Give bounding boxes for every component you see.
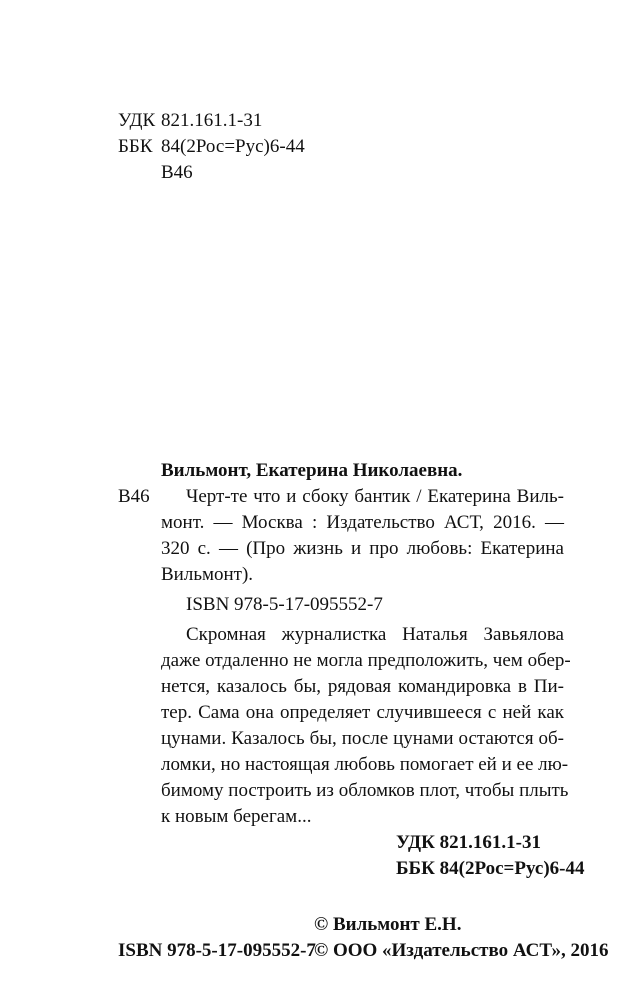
annotation-line: к новым берегам... <box>161 806 312 827</box>
annotation-line: тер. Сама она определяет случившееся с ней как <box>161 702 564 723</box>
annotation-line: нется, казалось бы, рядовая командировка в Пи- <box>161 676 564 697</box>
annotation-line: бимому построить из обломков плот, чтобы плыть <box>161 780 569 801</box>
entry-line: Вильмонт). <box>161 564 254 585</box>
copyright-isbn: ISBN 978-5-17-095552-7 <box>118 940 316 961</box>
entry-line: 320 с. — (Про жизнь и про любовь: Екатерина <box>161 538 564 559</box>
entry-line: Черт-те что и сбоку бантик / Екатерина Виль- <box>186 486 564 507</box>
bbk-value: 84(2Рос=Рус)6-44 <box>161 136 305 157</box>
annotation-line: ломки, но настоящая любовь помогает ей и ее лю- <box>161 754 569 775</box>
annotation-line: Скромная журналистка Наталья Завьялова <box>186 624 564 645</box>
bbk-label: ББК <box>118 136 153 157</box>
annotation-line: цунами. Казалось бы, после цунами остаются об- <box>161 728 564 749</box>
annotation-line: даже отдаленно не могла предположить, чем обер- <box>161 650 571 671</box>
footer-udk: УДК 821.161.1-31 <box>396 832 541 853</box>
footer-bbk: ББК 84(2Рос=Рус)6-44 <box>396 858 585 879</box>
entry-line: монт. — Москва : Издательство АСТ, 2016. — <box>161 512 564 533</box>
udk-value: 821.161.1-31 <box>161 110 263 131</box>
copyright-author: © Вильмонт Е.Н. <box>314 914 462 935</box>
entry-code: В46 <box>118 486 150 507</box>
author-code-top: В46 <box>161 162 193 183</box>
entry-author: Вильмонт, Екатерина Николаевна. <box>161 460 463 481</box>
copyright-publisher: © ООО «Издательство АСТ», 2016 <box>314 940 609 961</box>
udk-label: УДК <box>118 110 156 131</box>
entry-isbn: ISBN 978-5-17-095552-7 <box>186 594 383 615</box>
